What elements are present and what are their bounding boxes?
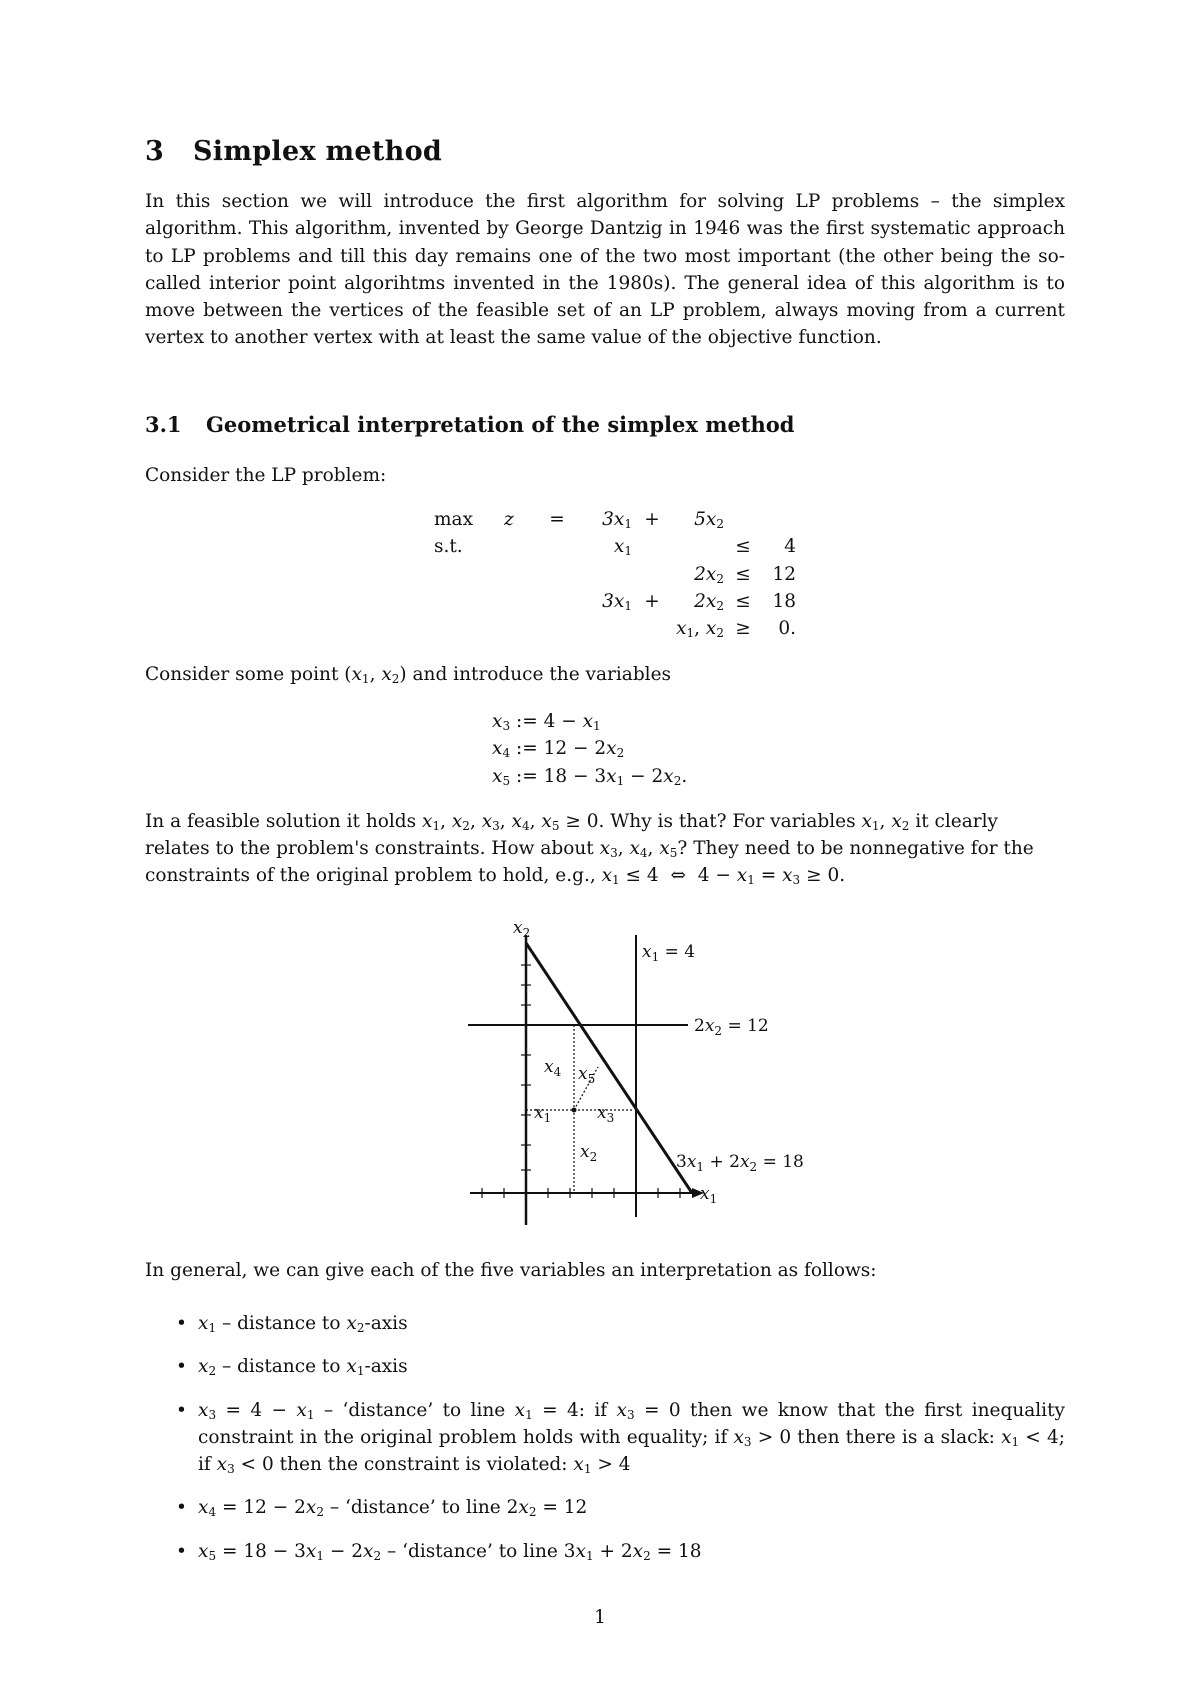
inner-label-x1: $x_1$ xyxy=(534,1103,552,1125)
lp-st-label: s.t. xyxy=(434,536,463,558)
consider-lp-text: Consider the LP problem: xyxy=(145,465,387,486)
subsection-title: Geometrical interpretation of the simplex method xyxy=(206,412,795,437)
section-title: Simplex method xyxy=(193,136,443,167)
feasible-region-figure xyxy=(460,905,860,1225)
feasible-line-2: relates to the problem's constraints. How about $x_3$, $x_4$, $x_5$? They need to be nonnegative for the xyxy=(145,838,1034,860)
list-item: • $x_2$ – distance to $x_1$-axis xyxy=(145,1353,1065,1380)
label-3x1-2x2-eq-18: $3x_1 + 2x_2 = 18$ xyxy=(676,1152,804,1174)
lp-problem: max z = $3x_1$ + $5x_2$ s.t. $x_1$ ≤ 4 $2x_2$ ≤ 12 $3x_1$ + $2x_2$ ≤ 18 $x_1$, $x_2$ ≥ 0. xyxy=(434,506,796,642)
section-heading xyxy=(145,136,442,167)
list-item: • $x_1$ – distance to $x_2$-axis xyxy=(145,1310,1065,1337)
label-x1-eq-4: $x_1 = 4$ xyxy=(642,942,696,964)
interpretation-list xyxy=(145,1310,1065,1565)
inner-label-x2: $x_2$ xyxy=(580,1142,598,1164)
subsection-number: 3.1 xyxy=(145,412,182,437)
inner-label-x3: $x_3$ xyxy=(597,1103,615,1125)
section-number: 3 xyxy=(145,136,165,167)
list-item: • $x_4 = 12 - 2x_2$ – ‘distance’ to line $2x_2 = 12$ xyxy=(145,1494,1065,1521)
inner-label-x5: $x_5$ xyxy=(578,1064,596,1086)
intro-paragraph: In this section we will introduce the first algorithm for solving LP problems – the simplex algorithm. This algorithm, invented by George Dantzig in 1946 was the first systematic approach to LP problems and till this day remains one of the two most important (the other being the so-called interior point algorihtms invented in the 1980s). The general idea of this algorithm is to move between the vertices of the feasible set of an LP problem, always moving from a current vertex to another vertex with at least the same value of the objective function. xyxy=(145,191,1065,349)
label-2x2-eq-12: $2x_2 = 12$ xyxy=(694,1016,769,1038)
axis-label-x1: $x_1$ xyxy=(700,1184,718,1206)
consider-point-text: Consider some point ($x_1$, $x_2$) and introduce the variables xyxy=(145,664,672,686)
inner-label-x4: $x_4$ xyxy=(544,1057,562,1079)
list-item: • $x_5 = 18 - 3x_1 - 2x_2$ – ‘distance’ to line $3x_1 + 2x_2 = 18$ xyxy=(145,1538,1065,1565)
slack-definitions: $x_3$ := $4 - x_1$ $x_4$ := $12 - 2x_2$ $x_5$ := $18 - 3x_1 - 2x_2$. xyxy=(492,711,688,788)
subsection-heading xyxy=(145,412,794,437)
list-item: • $x_3 = 4 - x_1$ – ‘distance’ to line $x_1 = 4$: if $x_3 = 0$ then we know that the first inequality constraint in the original problem holds with equality; if $x_3 > 0$ then there is a slack: $x_1 < 4$; if $x_3 < 0$ then the constraint is violated: $x_1 > 4$ xyxy=(145,1397,1065,1479)
feasible-line-3: constraints of the original problem to hold, e.g., $x_1 \le 4$ ⇔ $4 - x_1 = x_3 \ge 0$. xyxy=(145,865,846,887)
feasible-line-1: In a feasible solution it holds $x_1$, $x_2$, $x_3$, $x_4$, $x_5 \ge 0$. Why is that? For variables $x_1$, $x_2$ it clearly xyxy=(145,811,998,833)
page-number: 1 xyxy=(594,1607,606,1628)
axis-label-x2: $x_2$ xyxy=(513,918,531,940)
general-text: In general, we can give each of the five variables an interpretation as follows: xyxy=(145,1260,877,1281)
point-marker xyxy=(572,1108,577,1113)
lp-max-label: max xyxy=(434,509,474,531)
